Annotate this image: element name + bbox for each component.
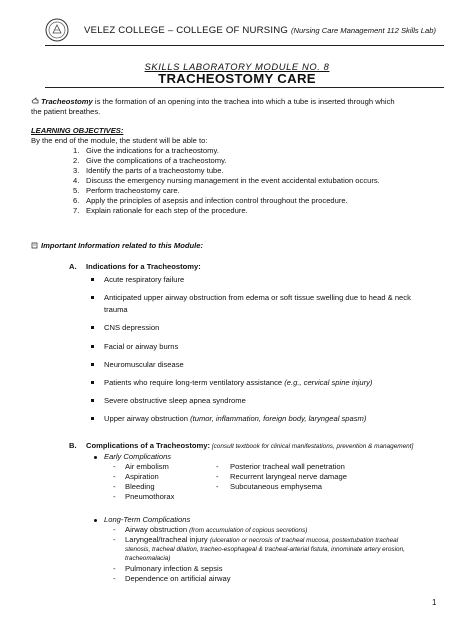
early-complication-item: Aspiration [125, 472, 159, 481]
dash: - [216, 462, 219, 471]
objective-item: Discuss the emergency nursing management in the event accidental extubation occurs. [86, 176, 380, 185]
dash: - [113, 492, 116, 501]
objective-number: 1. [73, 146, 80, 155]
section-a-letter: A. [69, 262, 77, 271]
indication-item: CNS depression [104, 323, 160, 332]
note-hand-icon [31, 241, 39, 249]
long-term-complication-item: Pulmonary infection & sepsis [125, 564, 223, 573]
definition-line-2: the patient breathes. [31, 107, 101, 116]
pointing-hand-icon [31, 97, 39, 105]
long-term-complication-note: stenosis, tracheal dilation, tracheo-esophageal & tracheal-arterial fistula, innominate artery erosion, [125, 546, 405, 553]
objective-number: 5. [73, 186, 80, 195]
bullet [91, 381, 94, 384]
long-term-complication-note: tracheomalacia) [125, 555, 171, 562]
objectives-heading: LEARNING OBJECTIVES: [31, 126, 124, 135]
bullet [91, 345, 94, 348]
indication-item: Upper airway obstruction (tumor, inflammation, foreign body, laryngeal spasm) [104, 414, 367, 423]
early-complication-item: Posterior tracheal wall penetration [230, 462, 345, 471]
objective-number: 3. [73, 166, 80, 175]
objectives-intro: By the end of the module, the student will be able to: [31, 136, 208, 145]
bullet [91, 296, 94, 299]
objective-number: 7. [73, 206, 80, 215]
dash: - [113, 462, 116, 471]
page-number: 1 [432, 598, 437, 607]
title-rule [45, 87, 444, 88]
early-complication-item: Pneumothorax [125, 492, 175, 501]
objective-number: 6. [73, 196, 80, 205]
early-complications-heading: Early Complications [104, 452, 172, 461]
objective-number: 2. [73, 156, 80, 165]
bullet [91, 363, 94, 366]
dash: - [216, 482, 219, 491]
early-complication-item: Subcutaneous emphysema [230, 482, 323, 491]
bullet [94, 519, 97, 522]
objective-item: Give the complications of a tracheostomy. [86, 156, 227, 165]
early-complication-item: Bleeding [125, 482, 155, 491]
objective-number: 4. [73, 176, 80, 185]
indication-item: Neuromuscular disease [104, 360, 184, 369]
early-complication-item: Air embolism [125, 462, 169, 471]
indication-item: Anticipated upper airway obstruction from edema or soft tissue swelling due to head & neck [104, 293, 411, 302]
school-name: VELEZ COLLEGE – COLLEGE OF NURSING [84, 25, 289, 36]
definition-term: Tracheostomy [41, 97, 93, 106]
long-term-complication-item: Laryngeal/tracheal injury (ulceration or necrosis of tracheal mucosa, postextubation tracheal [125, 535, 399, 544]
objective-item: Perform tracheostomy care. [86, 186, 180, 195]
dash: - [113, 535, 116, 544]
dash: - [113, 525, 116, 534]
dash: - [113, 564, 116, 573]
indication-item: Acute respiratory failure [104, 275, 185, 284]
dash: - [113, 472, 116, 481]
indication-item: Facial or airway burns [104, 342, 179, 351]
long-term-complications-heading: Long-Term Complications [104, 515, 191, 524]
objective-item: Give the indications for a tracheostomy. [86, 146, 219, 155]
important-info-heading: Important Information related to this Module: [41, 241, 203, 250]
indication-item: Patients who require long-term ventilatory assistance (e.g., cervical spine injury) [104, 378, 373, 387]
definition-line-1: Tracheostomy is the formation of an opening into the trachea into which a tube is inserted through which [41, 97, 395, 106]
objective-item: Identify the parts of a tracheostomy tube. [86, 166, 224, 175]
college-seal-icon [45, 18, 69, 42]
page-header [84, 25, 436, 36]
section-b-heading-line [86, 441, 413, 452]
indication-item-continued: trauma [104, 305, 128, 314]
dash: - [113, 482, 116, 491]
bullet [91, 326, 94, 329]
module-number: SKILLS LABORATORY MODULE NO. 8 [144, 61, 330, 72]
course-name: (Nursing Care Management 112 Skills Lab) [290, 26, 436, 35]
bullet [91, 278, 94, 281]
header-rule [45, 45, 444, 46]
section-b-letter: B. [69, 441, 77, 450]
long-term-complication-item: Airway obstruction (from accumulation of copious secretions) [125, 525, 308, 534]
section-b-heading: Complications of a Tracheostomy: [86, 441, 211, 450]
dash: - [113, 574, 116, 583]
early-complication-item: Recurrent laryngeal nerve damage [230, 472, 347, 481]
section-a-heading: Indications for a Tracheostomy: [86, 262, 201, 271]
section-b-note: [consult textbook for clinical manifestations, prevention & management] [210, 443, 414, 450]
bullet [91, 399, 94, 402]
indication-item: Severe obstructive sleep apnea syndrome [104, 396, 246, 405]
bullet [91, 417, 94, 420]
page-title: TRACHEOSTOMY CARE [158, 71, 316, 86]
long-term-complication-item: Dependence on artificial airway [125, 574, 231, 583]
objective-item: Apply the principles of asepsis and infection control throughout the procedure. [86, 196, 348, 205]
objective-item: Explain rationale for each step of the procedure. [86, 206, 248, 215]
dash: - [216, 472, 219, 481]
bullet [94, 456, 97, 459]
